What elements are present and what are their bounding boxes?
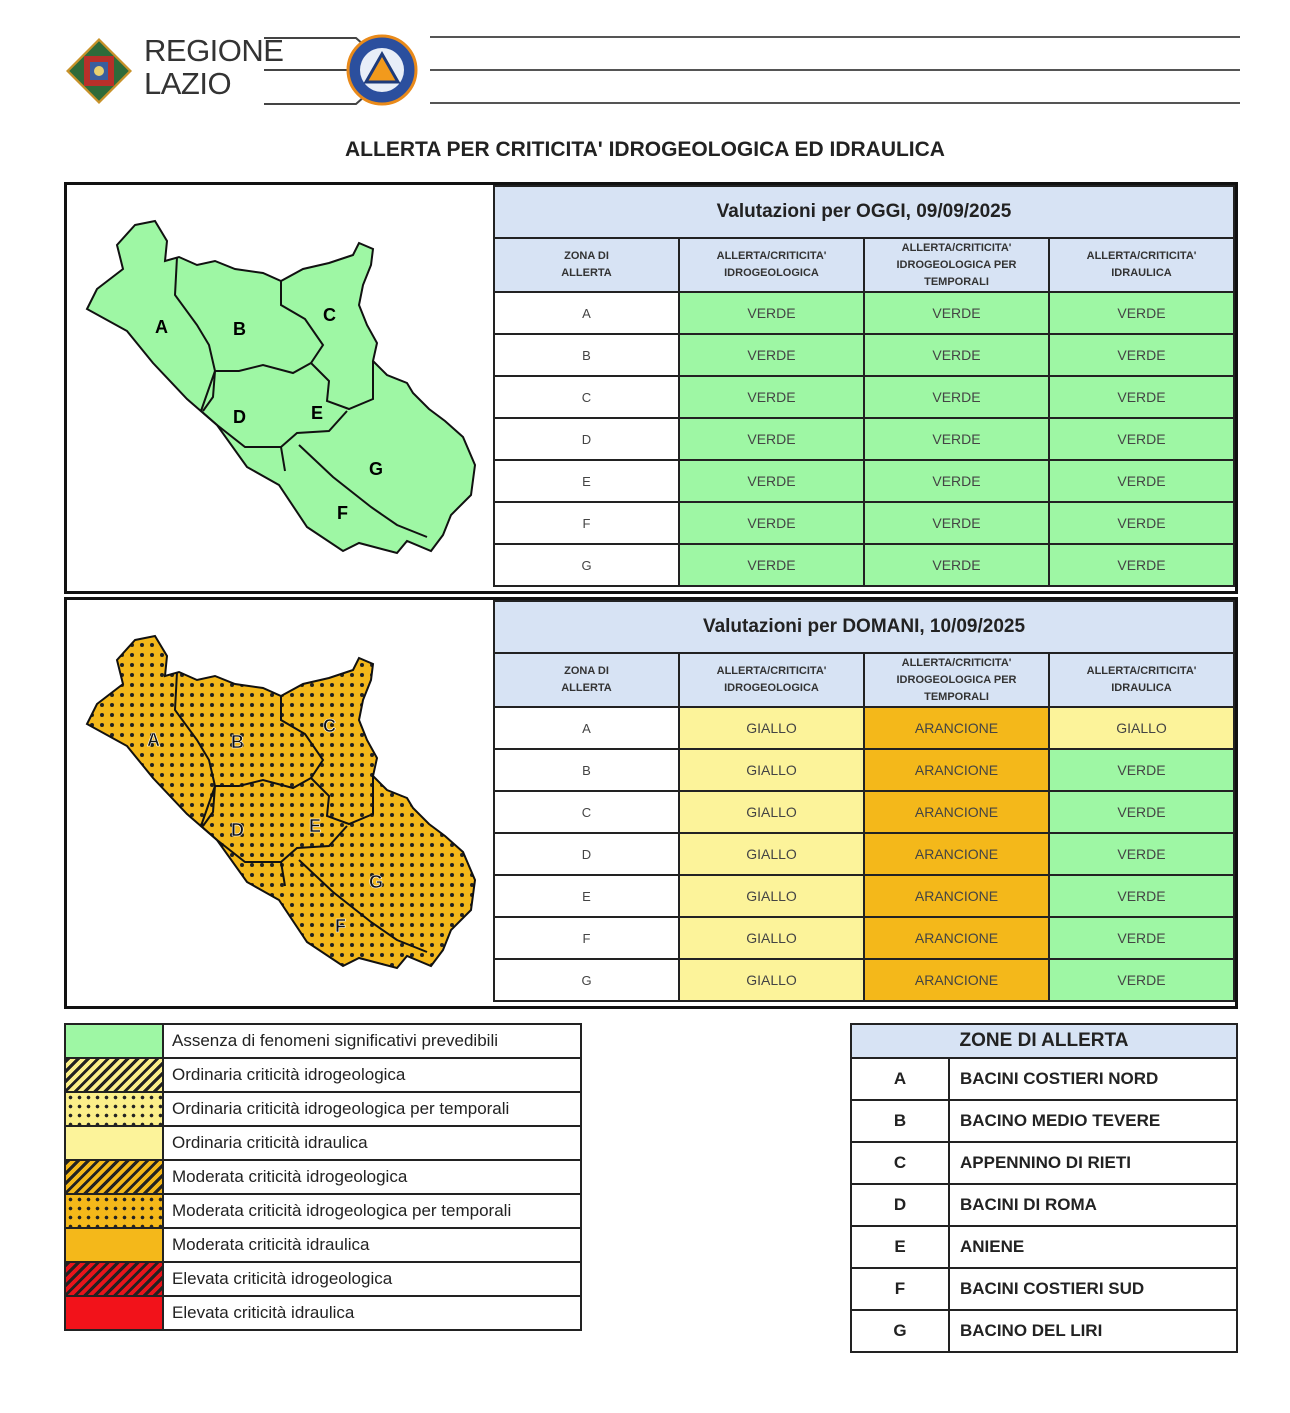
tomorrow-map	[67, 600, 493, 1006]
zone-letter: B	[851, 1100, 949, 1142]
table-row	[494, 460, 1234, 502]
document-title: ALLERTA PER CRITICITA' IDROGEOLOGICA ED IDRAULICA	[345, 138, 945, 161]
alert-level-cell: VERDE	[679, 502, 864, 544]
legend-label: Elevata criticità idrogeologica	[163, 1262, 581, 1296]
map-label-a: A	[155, 317, 168, 337]
alert-level-cell: VERDE	[1049, 418, 1234, 460]
map-label-f: F	[335, 916, 346, 936]
legend-row	[65, 1296, 581, 1330]
alert-level-cell: VERDE	[679, 418, 864, 460]
zone-name: BACINO DEL LIRI	[949, 1310, 1237, 1352]
col-idraulica-header: ALLERTA/CRITICITA' IDRAULICA	[1049, 653, 1234, 707]
col-temporali-header: ALLERTA/CRITICITA' IDROGEOLOGICA PER TEMPORALI	[864, 238, 1049, 292]
alert-level-cell: VERDE	[1049, 502, 1234, 544]
col-idrogeologica-header: ALLERTA/CRITICITA' IDROGEOLOGICA	[679, 238, 864, 292]
legend-row	[65, 1092, 581, 1126]
col-idrogeologica-header: ALLERTA/CRITICITA' IDROGEOLOGICA	[679, 653, 864, 707]
zones-heading: ZONE DI ALLERTA	[851, 1024, 1237, 1058]
table-row	[494, 707, 1234, 749]
alert-level-cell: VERDE	[1049, 791, 1234, 833]
alert-level-cell: VERDE	[864, 376, 1049, 418]
legend-swatch	[65, 1058, 163, 1092]
today-map	[67, 185, 493, 591]
legend-label: Ordinaria criticità idraulica	[163, 1126, 581, 1160]
zone-code: E	[494, 460, 679, 502]
tomorrow-table	[493, 600, 1235, 1002]
lazio-map-today	[67, 185, 493, 591]
today-heading: Valutazioni per OGGI, 09/09/2025	[494, 186, 1234, 238]
today-panel	[64, 182, 1238, 594]
zone-letter: C	[851, 1142, 949, 1184]
zone-name: BACINI DI ROMA	[949, 1184, 1237, 1226]
header-rule	[430, 36, 1240, 38]
regione-lazio-emblem-icon	[64, 36, 134, 106]
zone-code: G	[494, 544, 679, 586]
table-row	[494, 502, 1234, 544]
legend-swatch	[65, 1024, 163, 1058]
alert-level-cell: VERDE	[864, 334, 1049, 376]
zone-letter: A	[851, 1058, 949, 1100]
alert-level-cell: ARANCIONE	[864, 791, 1049, 833]
zone-row	[851, 1226, 1237, 1268]
alert-level-cell: ARANCIONE	[864, 875, 1049, 917]
col-temporali-header: ALLERTA/CRITICITA' IDROGEOLOGICA PER TEMPORALI	[864, 653, 1049, 707]
legend-row	[65, 1194, 581, 1228]
region-name-line2: LAZIO	[144, 66, 232, 101]
legend-label: Moderata criticità idrogeologica per temporali	[163, 1194, 581, 1228]
zone-name: ANIENE	[949, 1226, 1237, 1268]
tomorrow-panel	[64, 597, 1238, 1009]
zone-letter: D	[851, 1184, 949, 1226]
alert-level-cell: GIALLO	[679, 959, 864, 1001]
table-row	[494, 544, 1234, 586]
alert-level-cell: VERDE	[679, 460, 864, 502]
map-label-c: C	[323, 716, 336, 736]
zone-name: BACINO MEDIO TEVERE	[949, 1100, 1237, 1142]
alert-level-cell: ARANCIONE	[864, 749, 1049, 791]
alert-level-cell: VERDE	[864, 292, 1049, 334]
col-zone-header: ZONA DI ALLERTA	[494, 653, 679, 707]
legend-label: Moderata criticità idraulica	[163, 1228, 581, 1262]
alert-level-cell: VERDE	[864, 502, 1049, 544]
zone-letter: G	[851, 1310, 949, 1352]
map-label-g: G	[369, 459, 384, 479]
region-outline	[87, 221, 475, 553]
region-outline	[87, 636, 475, 968]
zone-name: BACINI COSTIERI SUD	[949, 1268, 1237, 1310]
map-label-b: B	[233, 319, 246, 339]
alert-level-cell: VERDE	[1049, 376, 1234, 418]
table-row	[494, 418, 1234, 460]
legend-table	[64, 1023, 582, 1331]
alert-level-cell: GIALLO	[679, 875, 864, 917]
zone-code: B	[494, 749, 679, 791]
legend-swatch	[65, 1092, 163, 1126]
table-row	[494, 959, 1234, 1001]
alert-level-cell: ARANCIONE	[864, 707, 1049, 749]
map-label-c: C	[323, 305, 336, 325]
table-row	[494, 334, 1234, 376]
map-label-d: D	[233, 407, 246, 427]
zone-code: E	[494, 875, 679, 917]
map-label-f: F	[337, 503, 348, 523]
alert-level-cell: VERDE	[1049, 833, 1234, 875]
zone-name: BACINI COSTIERI NORD	[949, 1058, 1237, 1100]
region-name-line1: REGIONE	[144, 33, 284, 68]
zone-code: F	[494, 502, 679, 544]
zone-row	[851, 1100, 1237, 1142]
legend-label: Moderata criticità idrogeologica	[163, 1160, 581, 1194]
table-row	[494, 376, 1234, 418]
alert-level-cell: VERDE	[1049, 749, 1234, 791]
alert-level-cell: VERDE	[864, 460, 1049, 502]
zone-code: D	[494, 418, 679, 460]
legend-swatch	[65, 1228, 163, 1262]
map-label-g: G	[369, 872, 384, 892]
legend-row	[65, 1228, 581, 1262]
legend-label: Ordinaria criticità idrogeologica per temporali	[163, 1092, 581, 1126]
alert-level-cell: VERDE	[1049, 460, 1234, 502]
page-header	[64, 30, 1240, 110]
alert-level-cell: GIALLO	[679, 917, 864, 959]
legend-swatch	[65, 1160, 163, 1194]
zone-code: A	[494, 707, 679, 749]
alert-level-cell: ARANCIONE	[864, 917, 1049, 959]
alert-level-cell: VERDE	[1049, 292, 1234, 334]
table-row	[494, 292, 1234, 334]
map-label-d: D	[231, 820, 244, 840]
table-row	[494, 791, 1234, 833]
table-row	[494, 917, 1234, 959]
legend-row	[65, 1024, 581, 1058]
table-row	[494, 749, 1234, 791]
zone-code: C	[494, 791, 679, 833]
alert-level-cell: GIALLO	[679, 833, 864, 875]
alert-level-cell: VERDE	[1049, 334, 1234, 376]
alert-level-cell: GIALLO	[679, 791, 864, 833]
zones-table	[850, 1023, 1238, 1353]
legend-label: Elevata criticità idraulica	[163, 1296, 581, 1330]
legend-row	[65, 1126, 581, 1160]
legend-row	[65, 1262, 581, 1296]
zone-row	[851, 1184, 1237, 1226]
legend-swatch	[65, 1296, 163, 1330]
map-label-b: B	[231, 732, 244, 752]
alert-level-cell: VERDE	[864, 544, 1049, 586]
map-label-e: E	[311, 403, 324, 423]
today-table	[493, 185, 1235, 587]
zone-row	[851, 1310, 1237, 1352]
protezione-civile-emblem-icon	[346, 34, 418, 106]
legend-swatch	[65, 1262, 163, 1296]
zone-code: C	[494, 376, 679, 418]
alert-level-cell: VERDE	[864, 418, 1049, 460]
map-label-e: E	[309, 816, 322, 836]
header-rule	[430, 69, 1240, 71]
zone-code: A	[494, 292, 679, 334]
alert-level-cell: VERDE	[1049, 875, 1234, 917]
zone-letter: F	[851, 1268, 949, 1310]
alert-level-cell: VERDE	[679, 376, 864, 418]
today-rows	[494, 292, 1234, 586]
zone-row	[851, 1142, 1237, 1184]
alert-level-cell: VERDE	[1049, 917, 1234, 959]
alert-level-cell: ARANCIONE	[864, 959, 1049, 1001]
tomorrow-rows	[494, 707, 1234, 1001]
legend-row	[65, 1160, 581, 1194]
alert-level-cell: VERDE	[1049, 959, 1234, 1001]
alert-level-cell: VERDE	[679, 292, 864, 334]
zone-code: B	[494, 334, 679, 376]
table-row	[494, 875, 1234, 917]
zone-code: G	[494, 959, 679, 1001]
alert-level-cell: GIALLO	[679, 749, 864, 791]
zone-row	[851, 1058, 1237, 1100]
col-idraulica-header: ALLERTA/CRITICITA' IDRAULICA	[1049, 238, 1234, 292]
zone-letter: E	[851, 1226, 949, 1268]
zone-name: APPENNINO DI RIETI	[949, 1142, 1237, 1184]
alert-level-cell: VERDE	[1049, 544, 1234, 586]
alert-level-cell: GIALLO	[1049, 707, 1234, 749]
zone-code: F	[494, 917, 679, 959]
header-rule	[430, 102, 1240, 104]
legend-row	[65, 1058, 581, 1092]
legend-swatch	[65, 1194, 163, 1228]
lazio-map-tomorrow	[67, 600, 493, 1006]
alert-level-cell: VERDE	[679, 544, 864, 586]
legend-swatch	[65, 1126, 163, 1160]
legend-label: Ordinaria criticità idrogeologica	[163, 1058, 581, 1092]
alert-level-cell: VERDE	[679, 334, 864, 376]
zone-code: D	[494, 833, 679, 875]
table-row	[494, 833, 1234, 875]
zone-row	[851, 1268, 1237, 1310]
alert-level-cell: GIALLO	[679, 707, 864, 749]
col-zone-header: ZONA DI ALLERTA	[494, 238, 679, 292]
legend-label: Assenza di fenomeni significativi prevedibili	[163, 1024, 581, 1058]
tomorrow-heading: Valutazioni per DOMANI, 10/09/2025	[494, 601, 1234, 653]
map-label-a: A	[147, 730, 160, 750]
alert-level-cell: ARANCIONE	[864, 833, 1049, 875]
